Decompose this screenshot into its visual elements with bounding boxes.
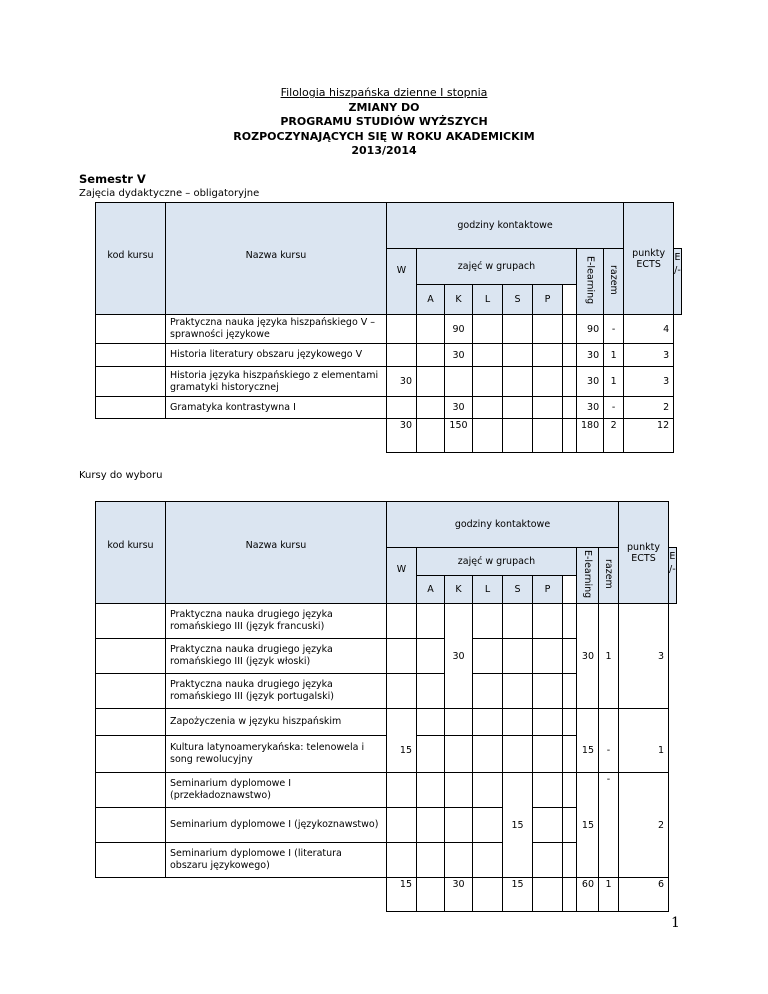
table-row [96, 367, 682, 397]
col-razem-header: razem [599, 548, 619, 604]
course-name: Praktyczna nauka drugiego języka romańskiego III (język portugalski) [166, 674, 387, 709]
col-p-header: P [533, 285, 563, 315]
table-row [96, 709, 677, 736]
group1-e: 1 [599, 604, 619, 709]
col-l-header: L [473, 285, 503, 315]
cell-w [387, 344, 417, 367]
col-p-header: P [533, 576, 563, 604]
col-grupy-header: zajęć w grupach [417, 249, 577, 285]
elective-courses-title: Kursy do wyboru [79, 470, 163, 481]
cell-e: - [604, 315, 624, 344]
total-razem: 180 [577, 419, 604, 453]
col-w-header: W [387, 548, 417, 604]
course-name: Praktyczna nauka drugiego języka romańskiego III (język włoski) [166, 639, 387, 674]
course-name: Seminarium dyplomowe I (przekładoznawstwo) [166, 773, 387, 808]
page-number: 1 [671, 915, 680, 931]
col-nazwa-header: Nazwa kursu [166, 502, 387, 604]
group3-razem: 15 [577, 773, 599, 878]
table-row [96, 344, 682, 367]
table-row [96, 604, 677, 639]
cell-k [445, 367, 473, 397]
total-row [96, 878, 677, 912]
cell-k: 30 [445, 397, 473, 419]
group1-razem: 30 [577, 604, 599, 709]
cell-w [387, 315, 417, 344]
cell-e: - [604, 397, 624, 419]
total-e: 2 [604, 419, 624, 453]
col-a-header: A [417, 576, 445, 604]
col-l-header: L [473, 576, 503, 604]
col-w-header: W [387, 249, 417, 315]
total-ects: 6 [619, 878, 669, 912]
section-subtitle: Zajęcia dydaktyczne – obligatoryjne [79, 188, 260, 199]
cell-e: 1 [604, 367, 624, 397]
group1-k: 30 [445, 604, 473, 709]
header-line-1: Filologia hiszpańska dzienne I stopnia [280, 86, 488, 99]
header-line-2: ZMIANY DO [348, 100, 420, 114]
obligatory-courses-table [95, 202, 682, 453]
col-s-header: S [503, 576, 533, 604]
col-kod-header: kod kursu [96, 203, 166, 315]
cell-k: 30 [445, 344, 473, 367]
col-k-header: K [445, 285, 473, 315]
cell-razem: 30 [577, 367, 604, 397]
cell-ects: 2 [624, 397, 674, 419]
course-name: Kultura latynoamerykańska: telenowela i song rewolucyjny [166, 736, 387, 773]
cell-w [387, 397, 417, 419]
course-name: Praktyczna nauka drugiego języka romańskiego III (język francuski) [166, 604, 387, 639]
header-line-4: ROZPOCZYNAJĄCYCH SIĘ W ROKU AKADEMICKIM [233, 129, 535, 143]
course-name: Historia literatury obszaru językowego V [166, 344, 387, 367]
total-k: 30 [445, 878, 473, 912]
total-row [96, 419, 682, 453]
table-row [96, 773, 677, 808]
cell-razem: 90 [577, 315, 604, 344]
header-line-5: 2013/2014 [351, 144, 417, 157]
cell-k: 90 [445, 315, 473, 344]
col-elearning-header: E-learning [577, 548, 599, 604]
col-k-header: K [445, 576, 473, 604]
course-name: Gramatyka kontrastywna I [166, 397, 387, 419]
elective-courses-table [95, 501, 677, 912]
cell-razem: 30 [577, 397, 604, 419]
col-grupy-header: zajęć w grupach [417, 548, 577, 576]
group2-razem: 15 [577, 709, 599, 773]
cell-ects: 4 [624, 315, 674, 344]
cell-razem: 30 [577, 344, 604, 367]
group1-ects: 3 [619, 604, 669, 709]
total-k: 150 [445, 419, 473, 453]
col-kod-header: kod kursu [96, 502, 166, 604]
total-razem: 60 [577, 878, 599, 912]
cell-ects: 3 [624, 344, 674, 367]
group2-e: - [599, 709, 619, 773]
table-row [96, 397, 682, 419]
course-name: Seminarium dyplomowe I (językoznawstwo) [166, 808, 387, 843]
col-godziny-header: godziny kontaktowe [387, 502, 619, 548]
col-s-header: S [503, 285, 533, 315]
total-s: 15 [503, 878, 533, 912]
cell-w: 30 [387, 367, 417, 397]
group3-e: - [599, 773, 619, 878]
group2-ects: 1 [619, 709, 669, 773]
course-name: Seminarium dyplomowe I (literatura obszaru językowego) [166, 843, 387, 878]
cell-e: 1 [604, 344, 624, 367]
course-name: Historia języka hiszpańskiego z elementami gramatyki historycznej [166, 367, 387, 397]
col-e-header: E /- [669, 548, 677, 604]
col-ects-header: punkty ECTS [619, 502, 669, 604]
document-header [0, 86, 768, 159]
total-e: 1 [599, 878, 619, 912]
total-w: 15 [387, 878, 417, 912]
course-name: Zapożyczenia w języku hiszpańskim [166, 709, 387, 736]
col-e-header: E /- [674, 249, 682, 315]
header-line-3: PROGRAMU STUDIÓW WYŻSZYCH [280, 115, 488, 128]
col-ects-header: punkty ECTS [624, 203, 674, 315]
col-razem-header: razem [604, 249, 624, 315]
col-nazwa-header: Nazwa kursu [166, 203, 387, 315]
col-elearning-header: E-learning [577, 249, 604, 315]
group3-ects: 2 [619, 773, 669, 878]
group3-s: 15 [503, 773, 533, 878]
total-w: 30 [387, 419, 417, 453]
table-row [96, 315, 682, 344]
group2-w: 15 [387, 709, 417, 773]
course-name: Praktyczna nauka języka hiszpańskiego V – sprawności językowe [166, 315, 387, 344]
col-a-header: A [417, 285, 445, 315]
total-ects: 12 [624, 419, 674, 453]
col-godziny-header: godziny kontaktowe [387, 203, 624, 249]
cell-ects: 3 [624, 367, 674, 397]
semester-title: Semestr V [79, 172, 146, 186]
